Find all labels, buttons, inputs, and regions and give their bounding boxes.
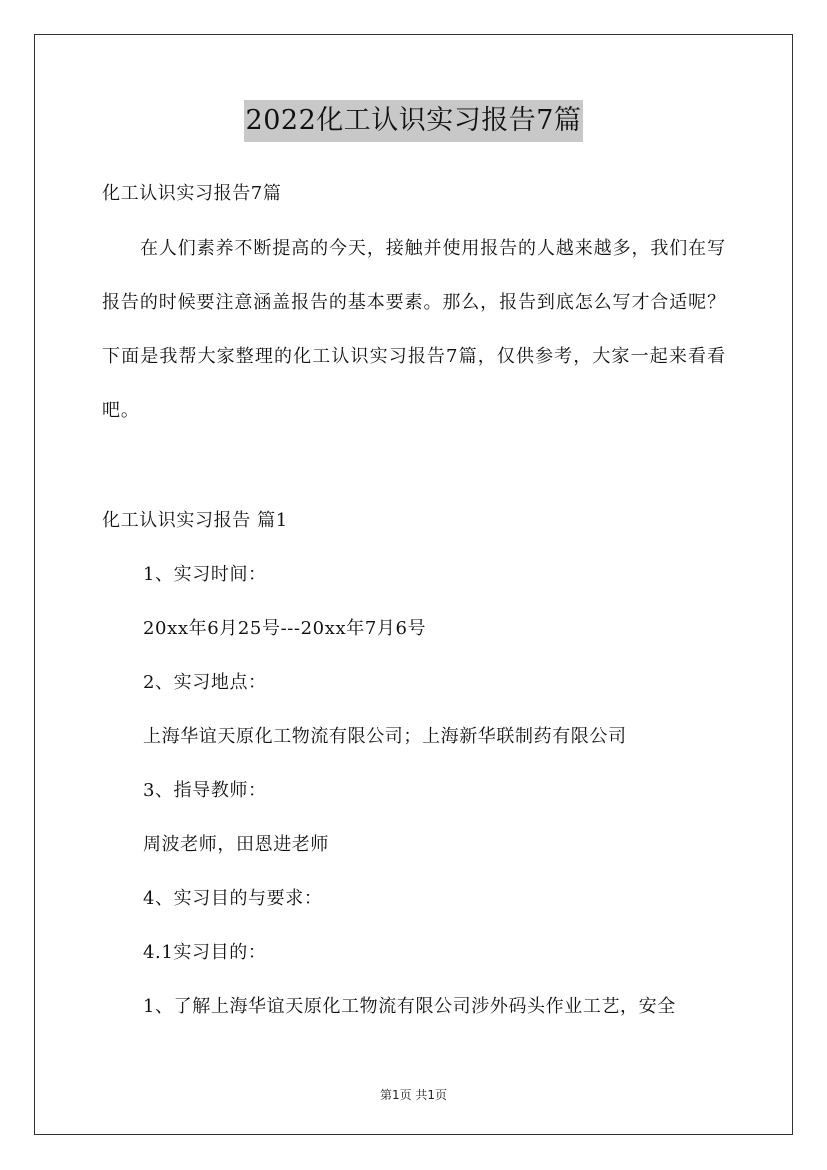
intro-text: 在人们素养不断提高的今天，接触并使用报告的人越来越多，我们在写报告的时候要注意涵盖报告的基本要素。那么，报告到底怎么写才合适呢？下面是我帮大家整理的化工认识实习报告7篇，仅供参考，大家一起来看看吧。 [102, 238, 726, 421]
list-item: 2、实习地点： [143, 672, 267, 693]
list-item: 周波老师，田恩进老师 [143, 834, 329, 855]
list-item: 1、实习时间： [143, 564, 267, 585]
list-item: 上海华谊天原化工物流有限公司；上海新华联制药有限公司 [143, 726, 627, 747]
intro-paragraph [102, 222, 726, 438]
document-title: 2022化工认识实习报告7篇 [244, 100, 584, 142]
section-heading: 化工认识实习报告 篇1 [102, 510, 288, 531]
list-item: 20xx年6月25号---20xx年7月6号 [143, 618, 427, 639]
list-item: 3、指导教师： [143, 780, 267, 801]
list-item: 4.1实习目的： [143, 942, 267, 963]
title-container [0, 100, 827, 142]
document-subtitle: 化工认识实习报告7篇 [102, 183, 282, 204]
list-item: 4、实习目的与要求： [143, 888, 323, 909]
list-item: 1、了解上海华谊天原化工物流有限公司涉外码头作业工艺，安全 [143, 996, 676, 1017]
page-footer: 第1页 共1页 [379, 1088, 448, 1102]
